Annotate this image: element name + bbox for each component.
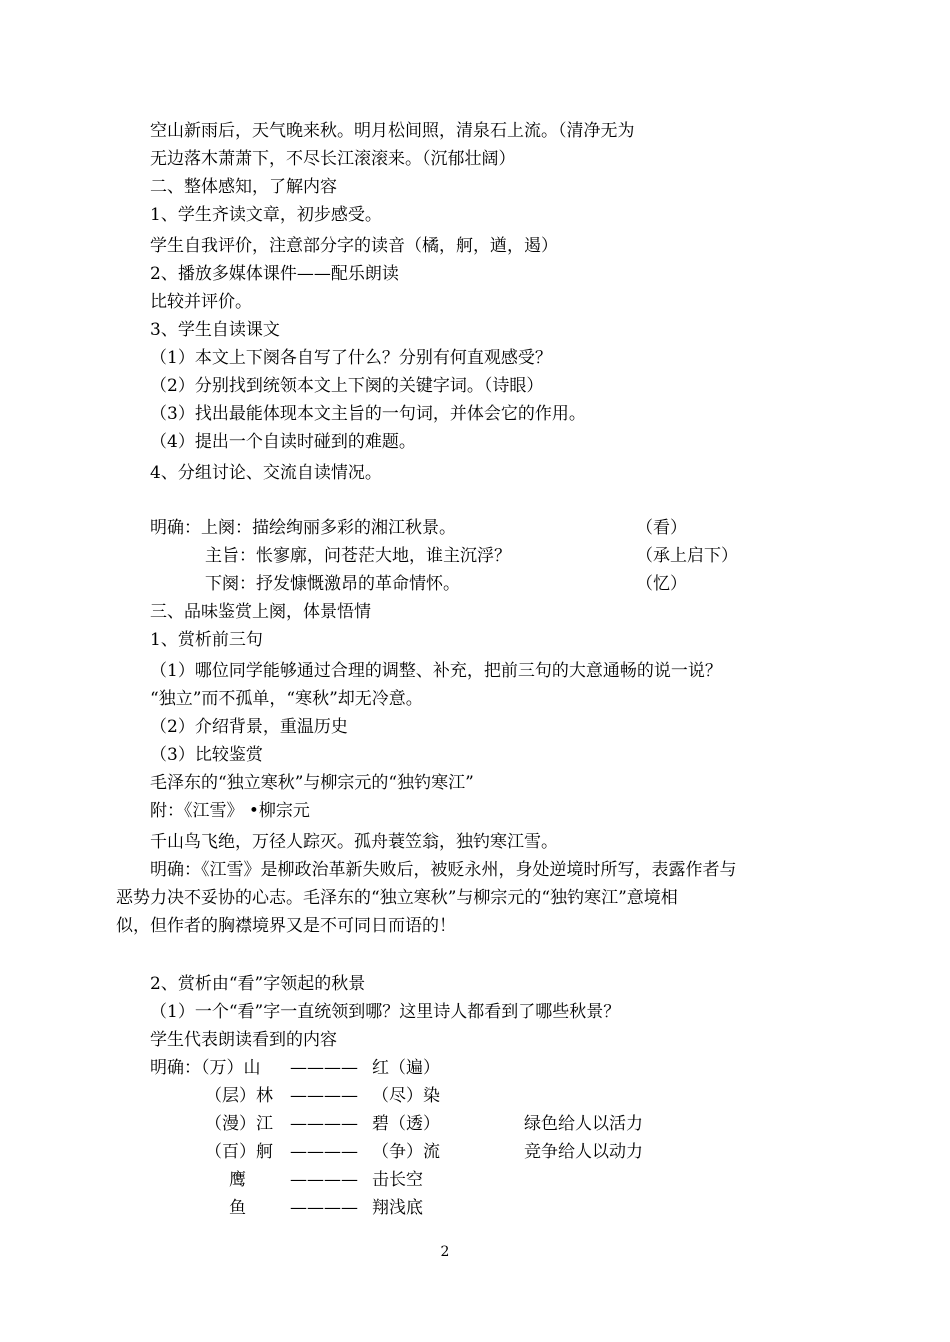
mingque-note: （看）	[636, 518, 687, 538]
mingque-row-theme: 主旨：怅寥廓，问苍茫大地，谁主沉浮？	[205, 546, 511, 566]
text-line: 1、赏析前三句	[150, 630, 263, 650]
question-line: （2）分别找到统领本文上下阕的关键字词。（诗眼）	[150, 376, 544, 396]
scenery-state: （尽）染	[372, 1086, 440, 1106]
text-line: “独立”而不孤单，“寒秋”却无冷意。	[150, 689, 423, 709]
scenery-subject: （层）林	[205, 1086, 273, 1106]
scenery-subject: 鱼	[229, 1198, 246, 1218]
scenery-dash: ————	[290, 1198, 358, 1218]
text-line: 1、学生齐读文章，初步感受。	[150, 205, 382, 225]
question-line: （1）本文上下阕各自写了什么？分别有何直观感受？	[150, 348, 552, 368]
scenery-subject: 鹰	[229, 1170, 246, 1190]
scenery-state: （争）流	[372, 1142, 440, 1162]
question-line: （2）介绍背景，重温历史	[150, 717, 348, 737]
scenery-subject: （漫）江	[205, 1114, 273, 1134]
scenery-subject: （百）舸	[205, 1142, 273, 1162]
question-line: （3）找出最能体现本文主旨的一句词，并体会它的作用。	[150, 404, 586, 424]
scenery-dash: ————	[290, 1142, 358, 1162]
question-line: （1）哪位同学能够通过合理的调整、补充，把前三句的大意通畅的说一说？	[150, 661, 722, 681]
section-heading: 三、品味鉴赏上阕，体景悟情	[150, 602, 371, 622]
text-line: 学生自我评价，注意部分字的读音（橘，舸，遒，遏）	[150, 236, 558, 256]
poem-text: 千山鸟飞绝，万径人踪灭。孤舟蓑笠翁，独钓寒江雪。	[150, 832, 558, 852]
section-heading: 二、整体感知，了解内容	[150, 177, 337, 197]
page-number: 2	[440, 1244, 450, 1260]
paragraph-line: 明确：《江雪》是柳政治革新失败后，被贬永州，身处逆境时所写，表露作者与	[150, 860, 737, 880]
text-line: 无边落木萧萧下，不尽长江滚滚来。（沉郁壮阔）	[150, 149, 516, 169]
question-line: （4）提出一个自读时碰到的难题。	[150, 432, 416, 452]
scenery-dash: ————	[290, 1170, 358, 1190]
mingque-row-upper: 明确：上阕：描绘绚丽多彩的湘江秋景。	[150, 518, 456, 538]
scenery-state: 碧（透）	[372, 1114, 440, 1134]
mingque-note: （承上启下）	[636, 546, 738, 566]
scenery-state: 翔浅底	[372, 1198, 423, 1218]
scenery-state: 红（遍）	[372, 1058, 440, 1078]
text-line: 学生代表朗读看到的内容	[150, 1030, 337, 1050]
text-line: 比较并评价。	[150, 292, 252, 312]
scenery-dash: ————	[290, 1058, 358, 1078]
mingque-row-lower: 下阕：抒发慷慨激昂的革命情怀。	[205, 574, 460, 594]
scenery-dash: ————	[290, 1114, 358, 1134]
scenery-dash: ————	[290, 1086, 358, 1106]
scenery-comment: 绿色给人以活力	[524, 1114, 643, 1134]
paragraph-line: 恶势力决不妥协的心志。毛泽东的“独立寒秋”与柳宗元的“独钓寒江”意境相	[116, 888, 678, 908]
text-line: 2、播放多媒体课件——配乐朗读	[150, 264, 399, 284]
paragraph-line: 似，但作者的胸襟境界又是不可同日而语的！	[116, 916, 456, 936]
text-line: 空山新雨后，天气晚来秋。明月松间照，清泉石上流。（清净无为	[150, 121, 635, 141]
scenery-comment: 竞争给人以动力	[524, 1142, 643, 1162]
question-line: （1）一个“看”字一直统领到哪？这里诗人都看到了哪些秋景？	[150, 1002, 621, 1022]
text-line: 毛泽东的“独立寒秋”与柳宗元的“独钓寒江”	[150, 773, 474, 793]
text-line: 2、赏析由“看”字领起的秋景	[150, 974, 366, 994]
mingque-note: （忆）	[636, 574, 687, 594]
scenery-subject: 明确：（万）山	[150, 1058, 261, 1078]
text-line: 4、分组讨论、交流自读情况。	[150, 463, 382, 483]
scenery-state: 击长空	[372, 1170, 423, 1190]
text-line: 3、学生自读课文	[150, 320, 280, 340]
question-line: （3）比较鉴赏	[150, 745, 263, 765]
poem-title: 附：《江雪》 •柳宗元	[150, 801, 310, 821]
